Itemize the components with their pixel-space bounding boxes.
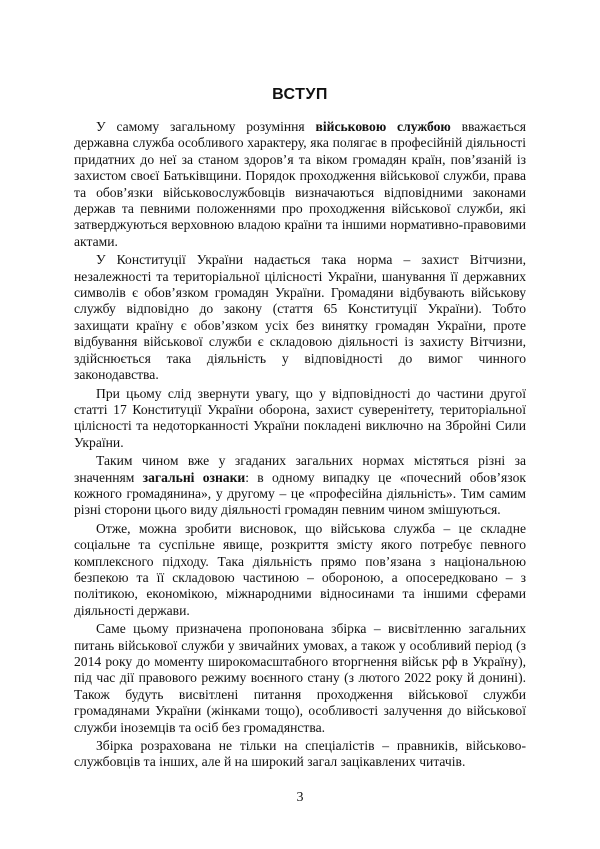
paragraph-2-text: У Конституції України надається така норма – захист Вітчизни, незалежності та територіальної цілісності України, шанування її державних символів є обов’язком громадян України. Громадяни відбувають військову службу відповідно до закону (стаття 65 Конституції України). Тобто захищати країну є обов’язком усіх без винятку громадян України, проте відбування військової служби є складовою діяльності із захисту Вітчизни, здійснюється така діяльність у відповідності до вимог чинного законодавства.	[74, 252, 526, 383]
paragraph-7-text: Збірка розрахована не тільки на спеціалістів – правників, військово-службовців та інших, але й на широкий загал зацікавлених читачів.	[74, 738, 526, 770]
paragraph-1-text-after: вважається державна служба особливого характеру, яка полягає в професійній діяльності придатних до неї за станом здоров’я та віком громадян країн, пов’язаній із захистом своєї Батьківщини. Порядок проходження військової служби, права та обов’язки військовослужбовців визначаються відповідними законами держав та певними положеннями про проходження військової служби, які затверджуються верховною владою країни та іншими нормативно-правовими актами.	[74, 119, 526, 249]
paragraph-6	[74, 621, 526, 736]
paragraph-3-text: При цьому слід звернути увагу, що у відповідності до частини другої статті 17 Конституції України оборона, захист суверенітету, територіальної цілісності та недоторканності України покладені виключно на Збройні Сили України.	[74, 385, 526, 450]
paragraph-7	[74, 738, 526, 771]
paragraph-6-text: Саме цьому призначена пропонована збірка – висвітленню загальних питань військової служби у звичайних умовах, а також у особливий період (з 2014 року до моменту широкомасштабного вторгнення військ рф в Україну), під час дії правового режиму воєнного стану (з лютого 2022 року й донині). Також будуть висвітлені питання проходження військової служби громадянами України (жінками тощо), особливості залучення до військової служби іноземців та осіб без громадянства.	[74, 621, 526, 735]
page-title: ВСТУП	[272, 86, 328, 103]
paragraph-4-text-after: : в одному випадку це «почесний обов’язок кожного громадянина», у другому – це «професійна діяльність». Тим самим різні сторони цього виду діяльності громадян певним чином змішуються.	[74, 469, 526, 518]
paragraph-1-bold-term: військовою службою	[315, 119, 451, 134]
paragraph-4-bold-term: загальні ознаки	[142, 469, 246, 485]
paragraph-5	[74, 521, 526, 619]
paragraph-3	[74, 386, 526, 452]
paragraph-4-text-before: Таким чином вже у згаданих загальних нормах містяться різні за значенням	[74, 453, 526, 485]
paragraph-1-text-before: У самому загальному розумiння	[96, 119, 316, 134]
paragraph-4	[74, 453, 526, 519]
paragraph-2	[74, 252, 526, 383]
page-number: 3	[296, 790, 304, 805]
paragraph-5-text: Отже, можна зробити висновок, що військова служба – це складне соціальне та суспільне явище, розкриття змісту якого потребує певного комплексного підходу. Така діяльність прямо пов’язана з національною безпекою та її складовою частиною – обороною, а опосередковано – з політикою, економікою, міжнародними відносинами та іншими сферами діяльності держави.	[74, 520, 526, 618]
paragraph-1	[74, 119, 526, 250]
body-text	[74, 119, 526, 773]
